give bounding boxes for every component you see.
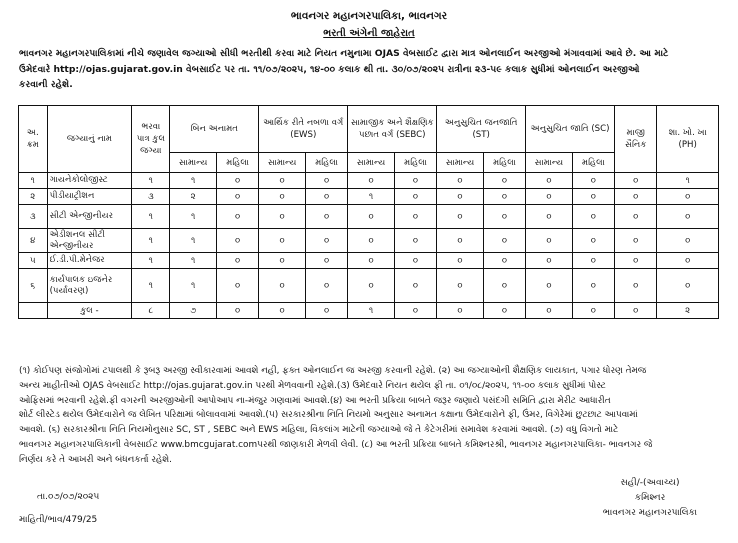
note-line: આવશે. (૬) સરકારશ્રીના નિતિ નિયમોનુસાર SC, ST , SEBC અને EWS મહિલા, વિકલાંગ માટેની જગ્યાઓ જે તે કેટેગરીમાં સમાવેશ કરવામાં આવશે. (૭) વધુ વિગતો માટે [19, 425, 619, 436]
row-count: ૦ [216, 205, 258, 229]
table-row [19, 253, 719, 269]
col-header-sc: અનુસુચિત જાતિ (SC) [526, 106, 615, 153]
row-count: ૧ [132, 205, 170, 229]
note-line: ઓફિસમાં ભરવાની રહેશે.ફી વગરની અરજીઓની આપોઆપ ના-મંજુર ગણવામાં આવશે.(૪) આ ભરતી પ્રક્રિયા બાબતે જરૂર જણાયે પસંદગી સમિતિ દ્વારા મેરીટ આધારીત [19, 395, 611, 406]
row-count: ૦ [526, 189, 573, 205]
row-count: ૦ [348, 173, 395, 189]
row-count: ૦ [483, 269, 525, 303]
row-count: ૦ [259, 205, 306, 229]
row-count: ૦ [526, 269, 573, 303]
row-count: ૦ [216, 189, 258, 205]
row-count: ૦ [437, 205, 484, 229]
row-post-name: ઈ.ડી.પી.મેનેજર [47, 253, 132, 269]
row-serial: ૪ [19, 229, 48, 253]
signatory-title: કમિશ્નર [634, 493, 666, 503]
row-post-name: પીડીયાટ્રીશન [47, 189, 132, 205]
row-count: ૦ [572, 253, 614, 269]
row-count: ૦ [437, 253, 484, 269]
table-row [19, 189, 719, 205]
row-count: ૦ [259, 269, 306, 303]
subheader-female: મહિલા [394, 153, 436, 173]
row-count: ૦ [572, 205, 614, 229]
total-count: ૦ [216, 303, 258, 319]
row-count: ૦ [437, 173, 484, 189]
row-count: ૦ [216, 253, 258, 269]
subheader-female: મહિલા [305, 153, 347, 173]
row-count: ૦ [483, 205, 525, 229]
row-count: ૦ [615, 189, 657, 205]
signature-line: સહી/-(અવાચ્ય) [620, 478, 680, 488]
row-count: ૦ [526, 173, 573, 189]
row-count: ૦ [216, 269, 258, 303]
reference-number: માહિતી/ભાવ/479/25 [19, 515, 98, 525]
table-row [19, 269, 719, 303]
total-count: ૦ [394, 303, 436, 319]
row-count: ૦ [526, 253, 573, 269]
row-count: ૦ [348, 229, 395, 253]
intro-line: ઉમેદવારે http://ojas.gujarat.gov.in વેબસાઈટ પર તા. ૧૧/૦૭/૨૦૨૫, ૧૪-૦૦ કલાક થી તા. ૩૦/૦૭/૨૦૨૫ રાત્રીના ૨૩-૫૯ કલાક સુધીમાં ઓનલાઈન અરજીઓ [19, 63, 640, 75]
col-header-ex-servicemen: માજી સૈનિક [615, 106, 657, 173]
row-post-name: એડીશનલ સીટી એન્જીનીયર [47, 229, 132, 253]
row-post-name: કાર્યપાલક ઇજનેર (પર્યાવરણ) [47, 269, 132, 303]
total-count: ૦ [615, 303, 657, 319]
row-count: ૦ [394, 269, 436, 303]
total-count: ૧ [348, 303, 395, 319]
col-header-ews: આર્થિક રીતે નબળા વર્ગ (EWS) [259, 106, 348, 153]
col-header-post: જગ્યાનું નામ [47, 106, 132, 173]
intro-paragraph [19, 46, 719, 93]
intro-line: ભાવનગર મહાનગરપાલિકામાં નીચે જણાવેલ જગ્યાઓ સીધી ભરતીથી કરવા માટે નિયત નમુનામા OJAS વેબસાઈટ દ્વારા માત્ર ઓનલાઈન અરજીઓ મંગાવવામાં આવે છે. આ માટે [19, 48, 669, 59]
row-serial: ૩ [19, 205, 48, 229]
subheader-female: મહિલા [216, 153, 258, 173]
row-count: ૦ [526, 229, 573, 253]
row-count: ૧ [170, 173, 217, 189]
total-count: ૦ [437, 303, 484, 319]
row-count: ૩ [132, 189, 170, 205]
row-count: ૦ [259, 189, 306, 205]
row-count: ૧ [132, 269, 170, 303]
row-count: ૦ [437, 229, 484, 253]
row-count: ૦ [305, 189, 347, 205]
total-count: ૮ [132, 303, 170, 319]
page-subtitle: ભરતી અંગેની જાહેરાત [323, 28, 415, 39]
row-count: ૧ [170, 269, 217, 303]
row-count: ૧ [170, 253, 217, 269]
row-count: ૦ [483, 253, 525, 269]
row-count: ૦ [657, 229, 719, 253]
signature-block [575, 476, 725, 521]
row-count: ૦ [394, 229, 436, 253]
row-count: ૦ [615, 269, 657, 303]
row-count: ૦ [259, 253, 306, 269]
row-count: ૦ [216, 229, 258, 253]
row-count: ૦ [305, 173, 347, 189]
row-count: ૦ [305, 205, 347, 229]
col-header-general: બિન અનામત [170, 106, 259, 153]
row-count: ૦ [657, 253, 719, 269]
row-count: ૦ [615, 173, 657, 189]
subheader-female: મહિલા [572, 153, 614, 173]
row-count: ૦ [394, 189, 436, 205]
table-row [19, 173, 719, 189]
row-count: ૦ [305, 269, 347, 303]
col-header-ph: શા. ખો. ખા (PH) [657, 106, 719, 173]
row-count: ૦ [348, 253, 395, 269]
row-count: ૦ [526, 205, 573, 229]
row-count: ૦ [615, 253, 657, 269]
total-count: ૦ [483, 303, 525, 319]
row-count: ૦ [437, 269, 484, 303]
row-count: ૦ [394, 205, 436, 229]
subheader-common: સામાન્ય [348, 153, 395, 173]
page-title: ભાવનગર મહાનગરપાલિકા, ભાવનગર [290, 10, 448, 22]
row-count: ૧ [170, 205, 217, 229]
total-count: ૭ [170, 303, 217, 319]
issue-date: તા.૦૭/૦૭/૨૦૨૫ [37, 492, 100, 502]
row-count: ૦ [483, 229, 525, 253]
total-empty-cell [19, 303, 48, 319]
terms-notes [19, 364, 721, 468]
subheader-common: સામાન્ય [259, 153, 306, 173]
row-count: ૦ [216, 173, 258, 189]
row-count: ૦ [437, 189, 484, 205]
row-count: ૦ [394, 253, 436, 269]
row-count: ૦ [657, 189, 719, 205]
table-total-row [19, 303, 719, 319]
total-label: કુલ - [47, 303, 132, 319]
intro-line: કરવાની રહેશે. [19, 79, 73, 90]
row-serial: ૨ [19, 189, 48, 205]
row-count: ૦ [572, 229, 614, 253]
row-serial: ૬ [19, 269, 48, 303]
table-row [19, 205, 719, 229]
row-post-name: ગાયનેકોલોજીસ્ટ [47, 173, 132, 189]
note-line: (૧) કોઈપણ સંજોગોમાં ટપાલથી કે રૂબરૂ અરજી સ્વીકારવામાં આવશે નહી, ફક્ત ઓનલાઈન જ અરજી કરવાની રહેશે. (૨) આ જગ્યાઓની શૈક્ષણિક લાયકાત, પગાર ધોરણ તેમજ [19, 366, 647, 376]
row-count: ૦ [483, 173, 525, 189]
col-header-total: ભરવા પાત્ર કુલ જગ્યા [132, 106, 170, 173]
row-serial: ૫ [19, 253, 48, 269]
row-count: ૦ [572, 269, 614, 303]
row-count: ૦ [572, 189, 614, 205]
total-count: ૨ [657, 303, 719, 319]
col-header-sr: અ. ક્રમ [19, 106, 48, 173]
note-line: નિર્ણય કરે તે આખરી અને બંધનકર્તા રહેશે. [19, 454, 172, 465]
note-line: ભાવનગર મહાનગરપાલિકાની વેબસાઈટ www.bmcgujarat.comપરથી જાણકારી મેળવી લેવી. (૮) આ ભરતી પ્રક્રિયા બાબતે કમિશ્નરશ્રી, ભાવનગર મહાનગરપાલિકા- ભાવનગર જે [19, 439, 653, 450]
row-post-name: સીટી એન્જીનીયર [47, 205, 132, 229]
row-count: ૦ [394, 173, 436, 189]
row-serial: ૧ [19, 173, 48, 189]
row-count: ૦ [259, 229, 306, 253]
row-count: ૦ [259, 173, 306, 189]
note-line: શોર્ટ લીસ્ટેડ થયેલ ઉમેદવારોને જ લેખિત પરિક્ષામાં બોલાવવામાં આવશે.(૫) સરકારશ્રીના નિતિ નિયમો અનુસાર અનામત કક્ષાના ઉમેદવારોને ફી, ઉંમર, વિગેરેમાં છુટછાટ આપવામાં [19, 410, 638, 421]
row-count: ૧ [132, 229, 170, 253]
row-count: ૦ [572, 173, 614, 189]
row-count: ૧ [132, 253, 170, 269]
row-count: ૧ [170, 229, 217, 253]
signatory-office: ભાવનગર મહાનગરપાલિકા [602, 508, 698, 518]
row-count: ૧ [132, 173, 170, 189]
total-count: ૦ [305, 303, 347, 319]
row-count: ૦ [305, 253, 347, 269]
row-count: ૦ [615, 229, 657, 253]
total-count: ૦ [526, 303, 573, 319]
total-count: ૦ [259, 303, 306, 319]
row-count: ૦ [483, 189, 525, 205]
subheader-common: સામાન્ય [437, 153, 484, 173]
row-count: ૦ [305, 229, 347, 253]
col-header-st: અનુસુચિત જનજાતિ (ST) [437, 106, 526, 153]
subheader-common: સામાન્ય [170, 153, 217, 173]
row-count: ૦ [615, 205, 657, 229]
row-count: ૦ [348, 205, 395, 229]
row-count: ૧ [657, 173, 719, 189]
vacancy-table [18, 105, 719, 319]
subheader-female: મહિલા [483, 153, 525, 173]
row-count: ૨ [170, 189, 217, 205]
row-count: ૦ [348, 269, 395, 303]
col-header-sebc: સામાજીક અને શૈક્ષણિક પછાત વર્ગ (SEBC) [348, 106, 437, 153]
subheader-common: સામાન્ય [526, 153, 573, 173]
row-count: ૦ [657, 205, 719, 229]
row-count: ૦ [657, 269, 719, 303]
table-row [19, 229, 719, 253]
row-count: ૧ [348, 189, 395, 205]
total-count: ૦ [572, 303, 614, 319]
note-line: અન્ય માહીતીઓ OJAS વેબસાઈટ http://ojas.gujarat.gov.in પરથી મેળવવાની રહેશે.(૩) ઉમેદવારે નિયત થયેલ ફી તા. ૦૧/૦૮/૨૦૨૫, ૧૧-૦૦ કલાક સુધીમાં પોસ્ટ [19, 380, 606, 391]
